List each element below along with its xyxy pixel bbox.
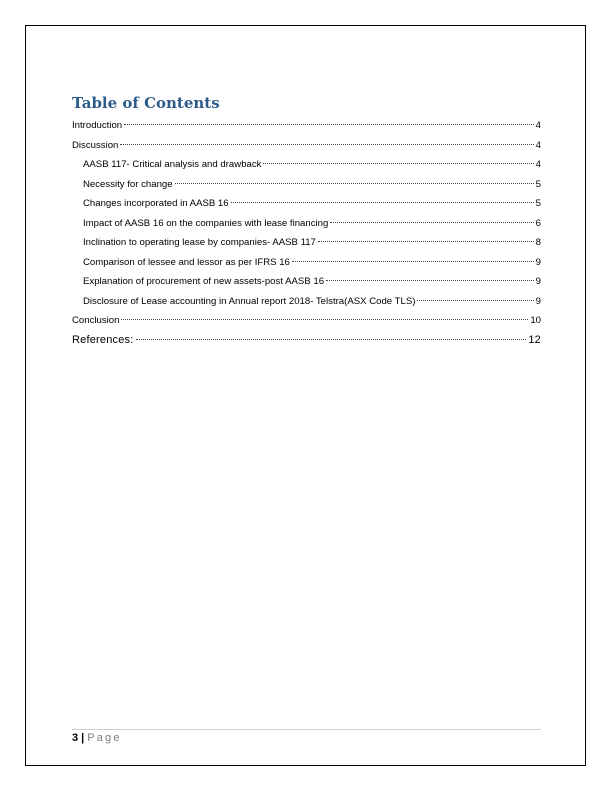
toc-entry-page: 4 [535,159,541,170]
toc-entry-label: Explanation of procurement of new assets-post AASB 16 [83,276,325,287]
toc-entry-page: 4 [535,120,541,131]
toc-entry-label: Necessity for change [83,178,173,190]
toc-entry-page: 8 [535,237,541,248]
toc-leader [175,182,534,184]
toc-leader [263,162,533,164]
page-footer [72,731,122,745]
footer-separator: | [81,732,85,744]
toc-title: Table of Contents [72,94,220,112]
toc-entry-references[interactable] [72,331,541,351]
toc-entry-page: 9 [535,295,541,307]
toc-entry-conclusion[interactable] [72,311,541,331]
toc-leader [136,338,527,340]
toc-entry-page: 6 [535,217,541,229]
toc-entry-label: References: [72,333,134,346]
toc-entry-label: Inclination to operating lease by companies- AASB 117 [83,237,316,248]
toc-leader [318,240,534,242]
toc-entry-procurement[interactable] [72,272,541,292]
toc-entry-page: 4 [535,139,541,151]
toc-entry-page: 9 [535,276,541,287]
toc-entry-aasb117-analysis[interactable] [72,155,541,175]
toc-leader [121,318,528,320]
toc-entry-lessee-lessor[interactable] [72,253,541,273]
footer-divider [72,729,541,730]
toc-entry-label: Changes incorporated in AASB 16 [83,198,229,209]
toc-entry-telstra-disclosure[interactable] [72,292,541,312]
toc-leader [120,143,533,145]
footer-page-word: Page [87,732,122,744]
toc-entry-necessity-for-change[interactable] [72,175,541,195]
toc-leader [417,299,533,301]
toc-entry-discussion[interactable] [72,136,541,156]
toc-entry-page: 5 [535,198,541,209]
toc-entry-introduction[interactable] [72,116,541,136]
toc-entry-label: Discussion [72,139,119,151]
toc-entry-operating-lease[interactable] [72,233,541,253]
toc-entry-page: 10 [530,315,541,326]
footer-page-number: 3 [72,732,79,744]
toc-leader [330,221,533,223]
toc-entry-label: Conclusion [72,315,120,326]
toc-entry-impact-aasb16[interactable] [72,214,541,234]
toc-entry-page: 9 [535,256,541,268]
toc-leader [292,260,534,262]
toc-entry-label: Disclosure of Lease accounting in Annual report 2018- Telstra(ASX Code TLS) [83,295,416,307]
toc-leader [124,123,534,125]
toc-entry-label: AASB 117- Critical analysis and drawback [83,159,262,170]
toc-entry-page: 12 [528,333,541,346]
toc-entry-changes-aasb16[interactable] [72,194,541,214]
toc-entry-page: 5 [535,178,541,190]
table-of-contents [72,94,541,350]
toc-entry-label: Introduction [72,120,123,131]
toc-leader [326,279,534,281]
toc-entry-label: Impact of AASB 16 on the companies with lease financing [83,217,329,229]
toc-leader [231,201,534,203]
toc-entry-label: Comparison of lessee and lessor as per IFRS 16 [83,256,290,268]
